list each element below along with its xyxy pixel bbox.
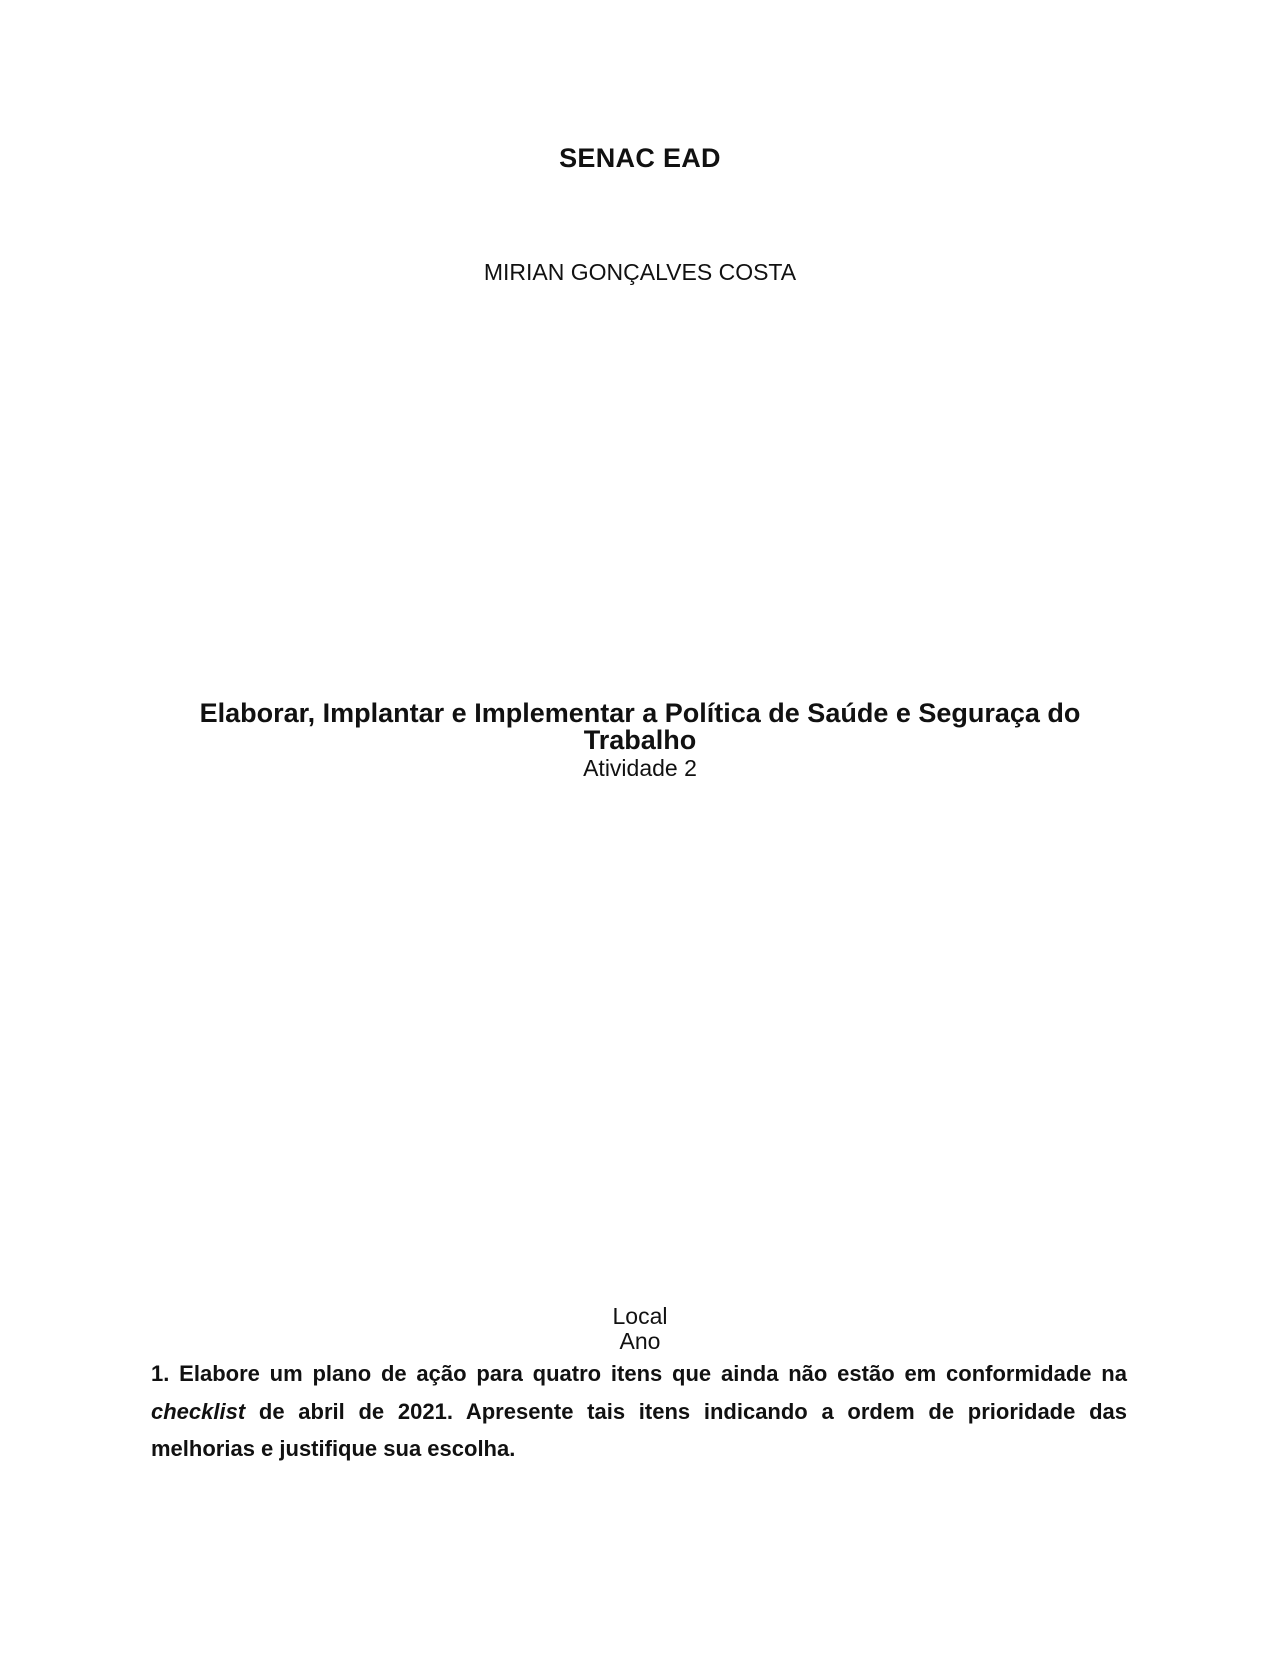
question-emphasis: checklist <box>151 1398 246 1424</box>
question-number: 1. <box>151 1361 170 1386</box>
year-label: Ano <box>619 1328 661 1354</box>
location-label: Local <box>612 1303 668 1329</box>
author-name: MIRIAN GONÇALVES COSTA <box>483 259 797 285</box>
question-paragraph <box>151 1355 1127 1468</box>
document-title: Elaborar, Implantar e Implementar a Política de Saúde e Seguraça do Trabalho <box>199 698 1081 755</box>
document-subtitle: Atividade 2 <box>583 755 697 781</box>
institution-name: SENAC EAD <box>559 143 721 173</box>
question-text-before: Elabore um plano de ação para quatro itens que ainda não estão em conformidade na <box>169 1361 1127 1386</box>
question-text-after: de abril de 2021. Apresente tais itens indicando a ordem de prioridade das melhorias e justifique sua escolha. <box>151 1398 1127 1461</box>
